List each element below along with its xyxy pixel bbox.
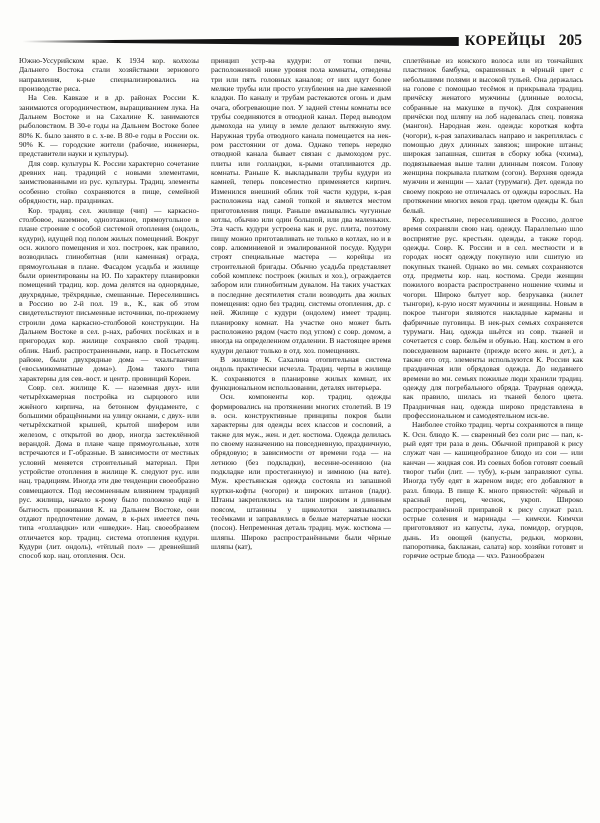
page-number: 205: [558, 31, 582, 49]
paragraph: В жилище К. Сахалина отопительная система ондоль практически исчезла. Традиц. черты в жилище К. сохраняются в планировке жилых комнат, их функциональном использовании, деталях интерьера.: [211, 355, 391, 393]
paragraph: Кор. крестьяне, переселившиеся в Россию, долгое время сохраняли свою нац. одежду. Параллельно шло восприятие рус. крестьян. одежды, а также город. одежды. Совр. К. России и в сел. местности и в городах носят одежду покупную или сшитую из покупных тканей. Однако во мн. семьях сохраняются отд. предметы кор. нац. костюма. Среди женщин пожилого возраста распространено ношение чхимы и чогори. Широко бытует кор. безрукавка (жилет тынгори), к-рую носят мужчины и женщины. Новым в покрое тынгори являются накладные карманы и фабричные пуговицы. В нек-рых семьях сохраняется турумаги. Нац. одежда шьётся из совр. тканей и сочетается с совр. бельём и обувью. Нац. костюм в его повседневном варианте (прежде всего жен. и дет.), а также его отд. элементы используются К. России как праздничная или обрядовая одежда. До недавнего времени во мн. семьях пожилые люди хранили традиц. одежду для погребального обряда. Траурная одежда, как правило, шилась из тканей белого цвета. Праздничная нац. одежда широко представлена в профессиональном и самодеятельном иск-ве.: [403, 214, 583, 421]
paragraph: Совр. сел. жилище К. — наземная двух- или четырёхкамерная постройка из сырцового или жжёного кирпича, на бетонном фундаменте, с большими обращёнными на улицу окнами, с двух- или четырёхскатной крышей, крытой шифером или железом, с открытой во двор, иногда застеклённой верандой. Дома в плане чаще прямоугольные, хотя встречаются и Г-образные. В зависимости от местных условий меняется строительный материал. При устройстве отопления в жилище К. следуют рус. или нац. традициям. Иногда эти две тенденции своеобразно совмещаются. Под несомненным влиянием традиций рус. жилища, начало к-рому было положено ещё в бытность проживания К. на Дальнем Востоке, они отдают предпочтение домам, в к-рых имеется печь типа «голландки» или «шведки». Нац. своеобразием отличается кор. традиц. система отопления кудури. Кудури (лит. ондоль), «тёплый пол» — древнейший способ кор. нац. отопления. Осн.: [19, 383, 199, 561]
paragraph: Кор. традиц. сел. жилище (чип) — каркасно-столбовое, наземное, одноэтажное, прямоугольное в плане строение с особой системой отопления (ондоль, кудури), идущей под полом жилых помещений. Вокруг осн. жилого помещения и хоз. построек, как правило, возводилась глинобитная (или каменная) ограда, прямоугольная в плане. Фасадом усадьба и жилище были ориентированы на Ю. По характеру планировки помещений традиц. кор. дома делятся на однорядные, двухрядные, трёхрядные, смешанные. Переселившись в Россию во 2-й пол. 19 в., К., как об этом свидетельствуют письменные источники, по-прежнему строили дома каркасно-столбовой конструкции. На Дальнем Востоке в сел. р-нах, рабочих посёлках и в пригородах кор. жилище сохраняло свой традиц. облик. Наиб. распространенными, напр. в Посьетском районе, были двухрядные дома — чхальгванчип («восьмикомнатные дома»). Дома такого типа характерны для сев.-вост. и центр. провинций Кореи.: [19, 205, 199, 383]
paragraph: Наиболее стойко традиц. черты сохраняются в пище К. Осн. блюдо К. — сваренный без соли рис — пап, к-рый едят три раза в день. Обычной приправой к рису служат чан — кашицеобразное блюдо из сои — или канчан — жидкая соя. Из соевых бобов готовят соевый творог тыби (лит. — тубу), к-рым заправляют супы. Иногда тубу едят в жареном виде; его добавляют в разл. блюда. В пище К. много пряностей: чёрный и красный перец, чеснок, укроп. Широко распространённой приправой к рису служат разл. острые соления и маринады — кимчхи. Кимчхи приготовляют из капусты, лука, помидор, огурцов, дынь. Из овощей (капусты, редьки, моркови, папоротника, баклажан, салата) кор. хозяйки готовят и горячие острые блюда — чхэ. Разнообразен: [403, 420, 583, 561]
paragraph: Осн. компоненты кор. традиц. одежды формировались на протяжении многих столетий. В 19 в. осн. конструктивные принципы покроя были характерны для одежды всех классов и сословий, а также для муж., жен. и дет. костюма. Одежда делилась по своему назначению на повседневную, праздничную, обрядовую; в зависимости от времени года — на летнюю (без подкладки), весенне-осеннюю (на подкладке или простеганную) и зимнюю (на вате). Муж. крестьянская одежда состояла из запашной куртки-кофты (чогори) и широких штанов (пади). Штаны закреплялись на талии широким и длинным поясом, штанины у щиколотки завязывались тесёмками и заправлялись в белые матерчатые носки (посон). Непременная деталь традиц. муж. костюма — шляпы. Широко распространёнными были чёрные шляпы (кат),: [211, 392, 391, 551]
column-1: [19, 56, 199, 808]
page-title: КОРЕЙЦЫ: [464, 32, 546, 49]
running-head: [18, 26, 582, 48]
paragraph: принцип устр-ва кудури: от топки печи, расположенной ниже уровня пола комнаты, отведены три или пять головных каналов; от них идут более мелкие трубы или просто углубления на дне каменной кладки. По каналу и трубам растекаются огонь и дым очага, обогревающие пол. У задней стены комнаты все трубы соединяются в отводной канал. Перед выводом дымохода на улицу в земле делают вытяжную яму. Наружная труба отводного канала помещается на нек-ром расстоянии от дома. Однако теперь нередко отводной канала бывает связан с дымоходом рус. плиты или голландки, к-рыми отапливаются др. комнаты. Раньше К. выкладывали трубы кудури из камней, теперь повсеместно применяется кирпич. Изменился внешний облик той части кудури, к-рая расположена над самой топкой и является местом приготовления пищи. Раньше вмазывались чугунные котлы, обычно или один большой, или два маленьких. Эта часть кудури устроена как и рус. плита, поэтому пищу можно приготавливать не только в котлах, но и в совр. алюминиевой и эмалированной посуде. Кудури строят специальные мастера — корейцы из строительной бригады. Обычно усадьба представляет собой комплекс построек (жилых и хоз.), ограждается забором или глинобитным дувалом. На таких участках в последние десятилетия стали возводить два жилых помещения: одно без традиц. системы отопления, др. с ней. Жилище с кудури (ондолем) имеет традиц. планировку комнат. На участке оно может быть расположено рядом (часто под углом) с совр. домом, а иногда на определенном отдалении. В настоящее время кудури делают только в отд. хоз. помещениях.: [211, 56, 391, 355]
header-rule: [18, 37, 459, 46]
column-2: [211, 56, 391, 808]
paragraph: Южно-Уссурийском крае. К 1934 кор. колхозы Дальнего Востока стали хозяйствами зернового направления, к-рые специализировались на производстве риса.: [19, 56, 199, 94]
paragraph: сплетённые из конского волоса или из тончайших пластинок бамбука, окрашенных в чёрный цвет с небольшими полями и высокой тульей. Она держалась на голове с помощью тесёмок и прикрывала традиц. причёску женатого мужчины (длинные волосы, собранные на макушке в пучок). Для сохранения причёски под шляпу на лоб надевалась спец. повязка (мангон). Народная жен. одежда: короткая кофта (чогори), к-рая запахивалась направо и закреплялась с помощью двух длинных завязок; широкие штаны; широкая запашная, сшитая в сборку юбка (чхима), подвязываемая выше талии длинным поясом. Голову женщина покрывала платком (согон). Верхняя одежда мужчин и женщин — халат (турумаги). Дет. одежда по своему покрою не отличалась от одежды взрослых. На протяжении многих веков град. цветом одежды К. был белый.: [403, 56, 583, 215]
column-3: [403, 56, 583, 808]
paragraph: Для совр. культуры К. России характерно сочетание древних нац. традиций с новыми элементами, заимствованными из рус. культуры. Традиц. элементы особенно стойко сохраняются в пище, семейной обрядности, нар. праздниках.: [19, 158, 199, 206]
paragraph: На Сев. Кавказе и в др. районах России К. занимаются огородничеством, выращиванием лука. На Дальнем Востоке и на Сахалине К. занимаются рыболовством. В 30-е годы на Дальнем Востоке более 80% К. было занято в с. х-ве. В 80-е годы в России ок. 90% К. — городские жители (рабочие, инженеры, представители науки и культуры).: [19, 93, 199, 159]
text-body: [19, 56, 583, 808]
